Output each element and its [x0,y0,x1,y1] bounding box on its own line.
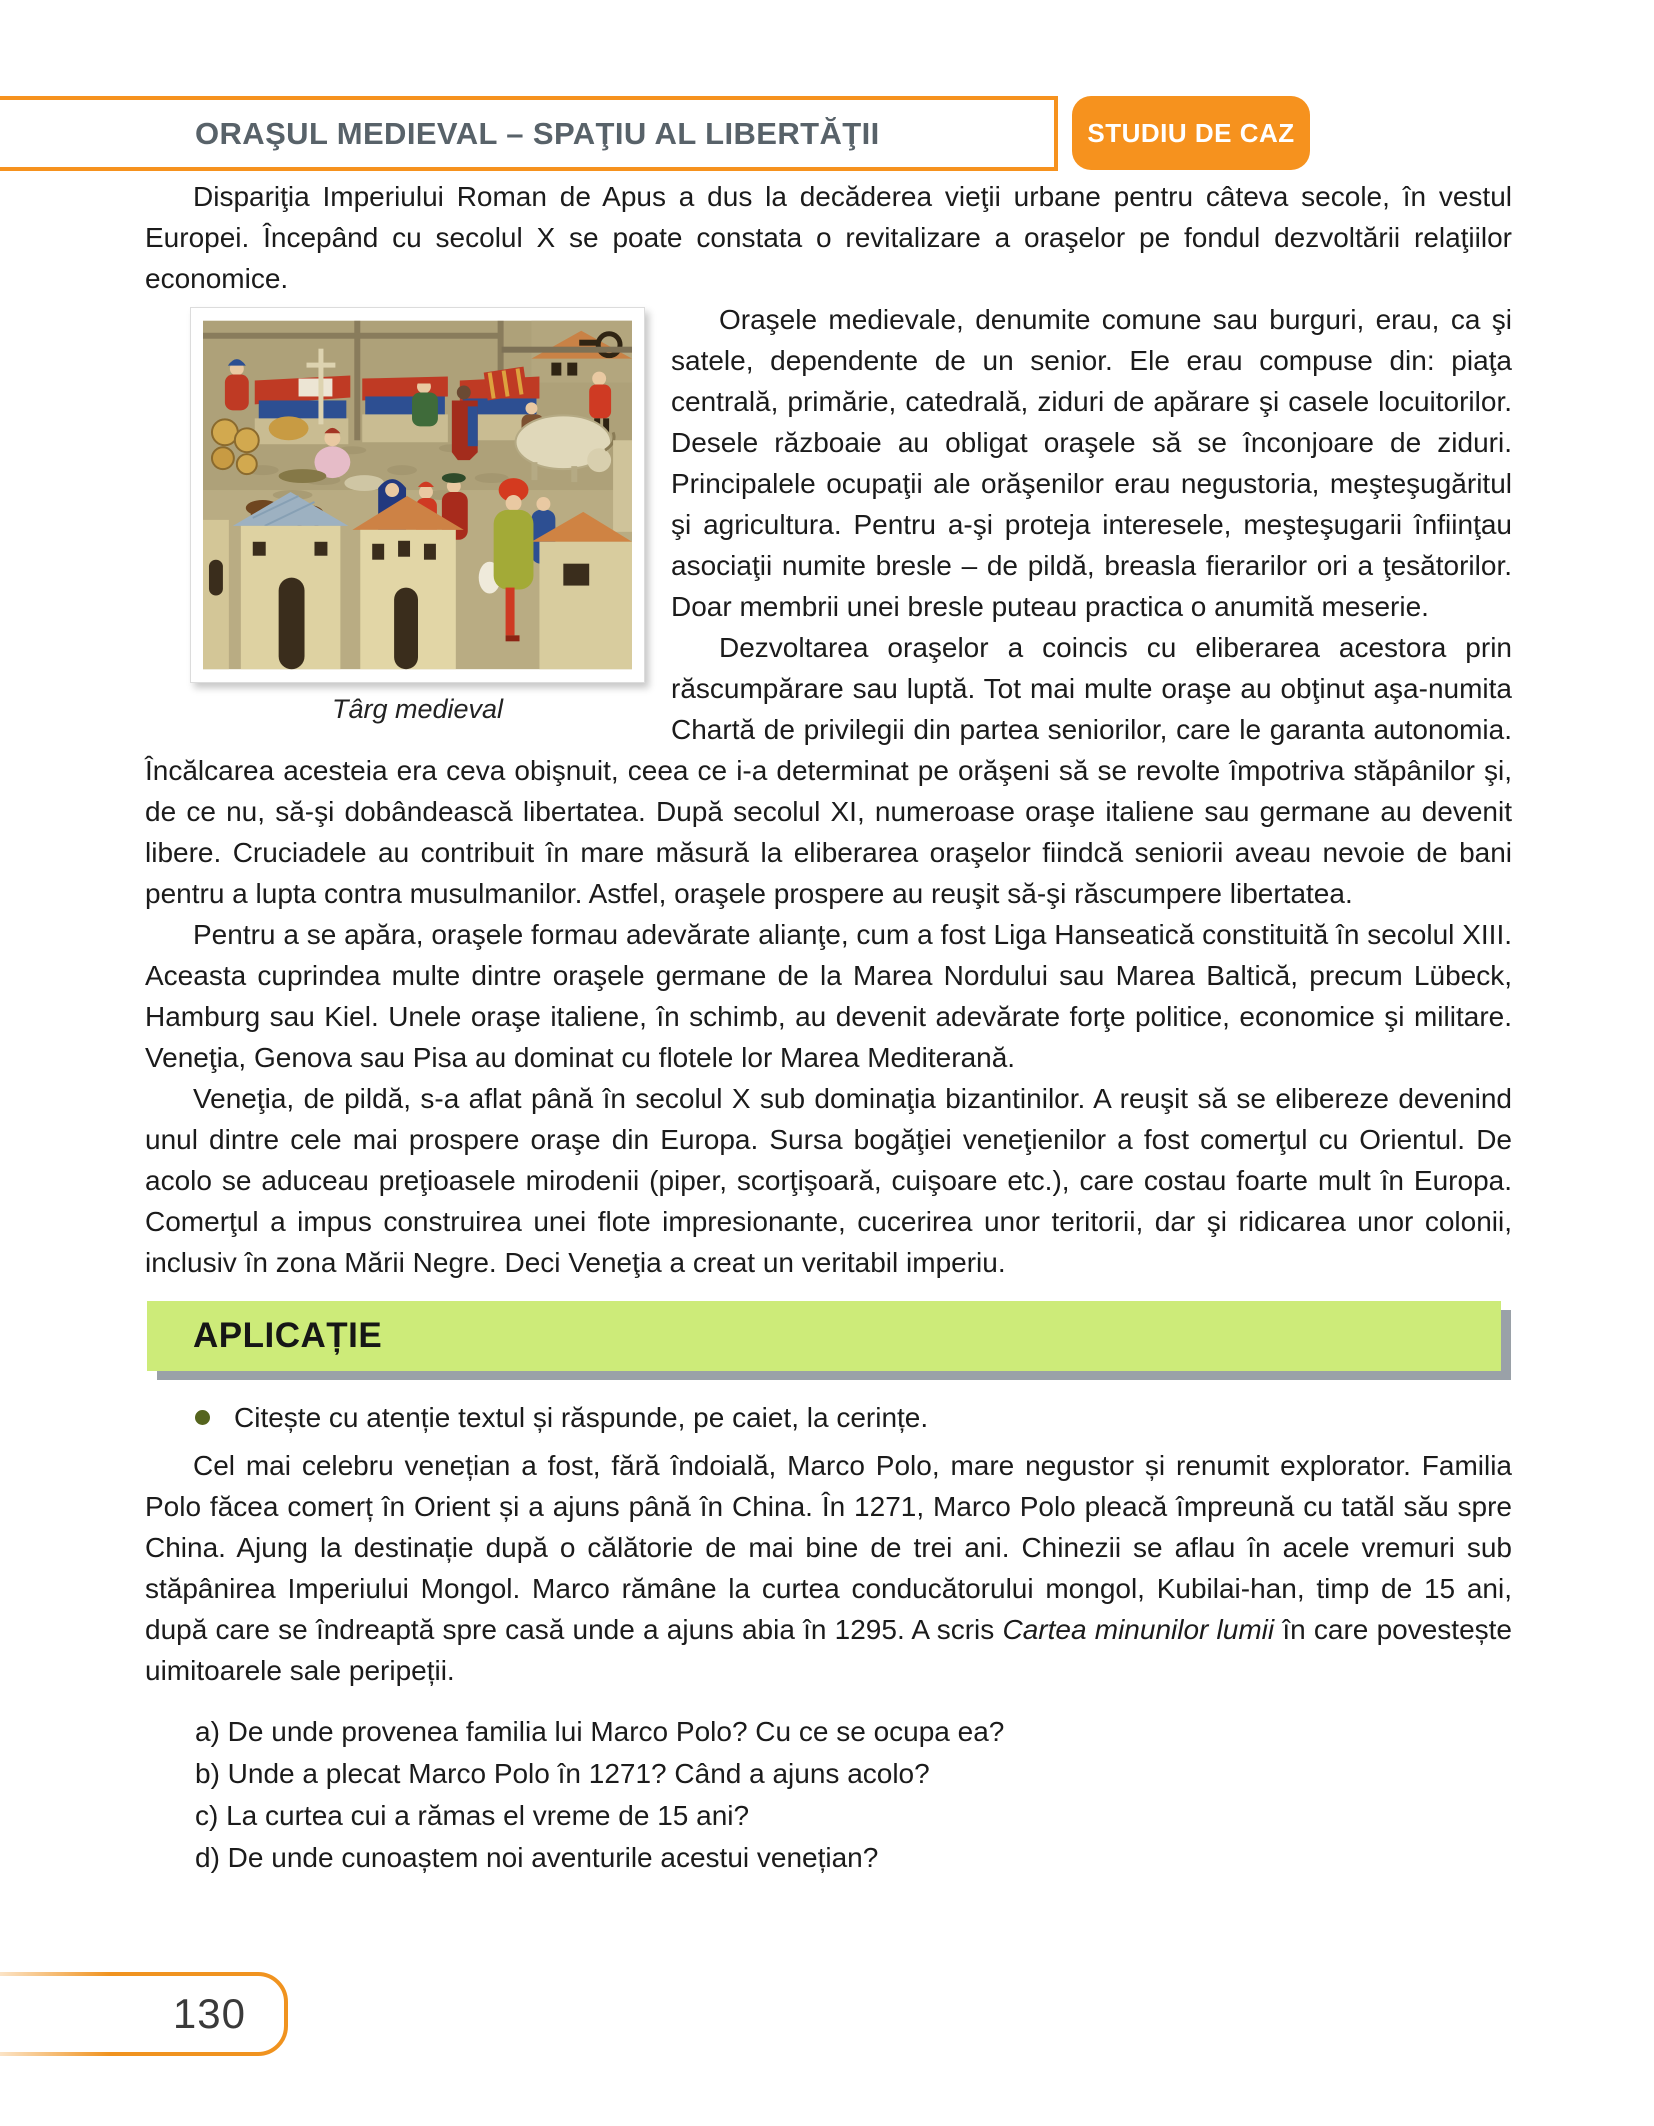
marco-book-title: Cartea minunilor lumii [1002,1614,1275,1645]
page-title: ORAŞUL MEDIEVAL – SPAŢIU AL LIBERTĂŢII [195,115,880,151]
question-a: a) De unde provenea familia lui Marco Polo? Cu ce se ocupa ea? [195,1716,1005,1747]
marco-text-2: în care povestește uimitoarele sale peripeții. [145,1614,1512,1686]
figure-medieval-market [190,307,645,726]
marco-text-1: Cel mai celebru venețian a fost, fără îndoială, Marco Polo, mare negustor și renumit explorator. Familia Polo făcea comerț în Orient și a ajuns până în China. În 1271, Marco Polo pleacă împreună cu tatăl său spre China. Ajung la destinație după o călătorie de mai bine de trei ani. Chinezii se aflau în acele vremuri sub stăpânirea Imperiului Mongol. Marco rămâne la curtea conducătorului mongol, Kubilai-han, timp de 15 ani, după care se îndreaptă spre casă unde a ajuns abia în 1295. A scris [145,1450,1512,1645]
case-study-badge: STUDIU DE CAZ [1072,96,1310,170]
page-number: 130 [172,1990,246,2037]
paragraph-liga-hanseatica: Pentru a se apăra, oraşele formau adevărate alianţe, cum a fost Liga Hanseatică constituită în secolul XIII. Aceasta cuprindea multe dintre oraşele germane de la Marea Nordului sau Marea Baltică, precum Lübeck, Hamburg sau Kiel. Unele oraşe italiene, în schimb, au devenit adevărate forţe politice, economice şi militare. Veneţia, Genova sau Pisa au dominat cu flotele lor Marea Mediterană. [145,919,1512,1073]
intro-paragraph: Dispariţia Imperiului Roman de Apus a dus la decăderea vieţii urbane pentru câteva secole, în vestul Europei. Începând cu secolul X se poate constata o revitalizare a oraşelor pe fondul dezvoltării relaţiilor economice. [145,181,1512,294]
paragraph-marco-polo [145,1445,1512,1691]
page-content [145,176,1512,1879]
question-d: d) De unde cunoaștem noi aventurile acestui venețian? [195,1842,879,1873]
paragraph-orase-medievale: Oraşele medievale, denumite comune sau burguri, erau, ca şi satele, dependente de un senior. Ele erau compuse din: piaţa centrală, primărie, catedrală, ziduri de apărare şi casele locuitorilor. Desele războaie au obligat oraşele să se înconjoare de ziduri. Principalele ocupaţii ale orăşenilor erau negustoria, meşteşugăritul şi agricultura. Pentru a-şi proteja interesele, meşteşugarii înfiinţau asociaţii numite bresle – de pildă, breasla fierarilor ori a ţesătorilor. Doar membrii unei bresle puteau practica o anumită meserie. [671,304,1512,622]
question-c: c) La curtea cui a rămas el vreme de 15 ani? [195,1800,750,1831]
paragraph-dezvoltarea-oraselor: Dezvoltarea oraşelor a coincis cu eliberarea acestora prin răscumpărare sau luptă. Tot mai multe oraşe au obţinut aşa-numita Chartă de privilegii din partea seniorilor, care le garanta autonomia. Încălcarea acesteia era ceva obişnuit, ceea ce i-a determinat pe orăşeni să se revolte împotriva stăpânilor şi, de ce nu, să-şi dobândească libertatea. După secolul XI, numeroase oraşe italiene sau germane au devenit libere. Cruciadele au contribuit în mare măsură la eliberarea oraşelor fiindcă seniorii aveau nevoie de bani pentru a lupta contra musulmanilor. Astfel, oraşele prospere au reuşit să-şi răscumpere libertatea. [145,632,1512,909]
aplicatie-title: APLICAȚIE [193,1316,383,1355]
paragraph-venetia: Veneţia, de pildă, s-a aflat până în secolul X sub dominaţia bizantinilor. A reuşit să se elibereze devenind unul dintre cele mai prospere oraşe din Europa. Sursa bogăţiei veneţienilor a fost comerţul cu Orientul. De acolo se aduceau preţioasele mirodenii (piper, scorţişoară, cuişoare etc.), care costau foarte mult în Europa. Comerţul a impus construirea unei flote impresionante, cucerirea unor teritorii, dar şi ridicarea unor colonii, inclusiv în zona Mării Negre. Deci Veneţia a creat un veritabil imperiu. [145,1083,1512,1278]
figure-caption: Târg medieval [331,694,504,724]
task-bullet-item [145,1397,1512,1438]
medieval-market-illustration [203,320,632,670]
aplicatie-banner [147,1301,1501,1371]
bullet-icon [195,1410,210,1425]
page-number-box [0,1972,288,2056]
question-b: b) Unde a plecat Marco Polo în 1271? Când a ajuns acolo? [195,1758,930,1789]
medieval-market-image [190,307,645,683]
questions-list [145,1711,1512,1879]
task-bullet-text: Citește cu atenție textul și răspunde, pe caiet, la cerințe. [234,1402,929,1433]
chapter-header-rule [0,96,1058,171]
